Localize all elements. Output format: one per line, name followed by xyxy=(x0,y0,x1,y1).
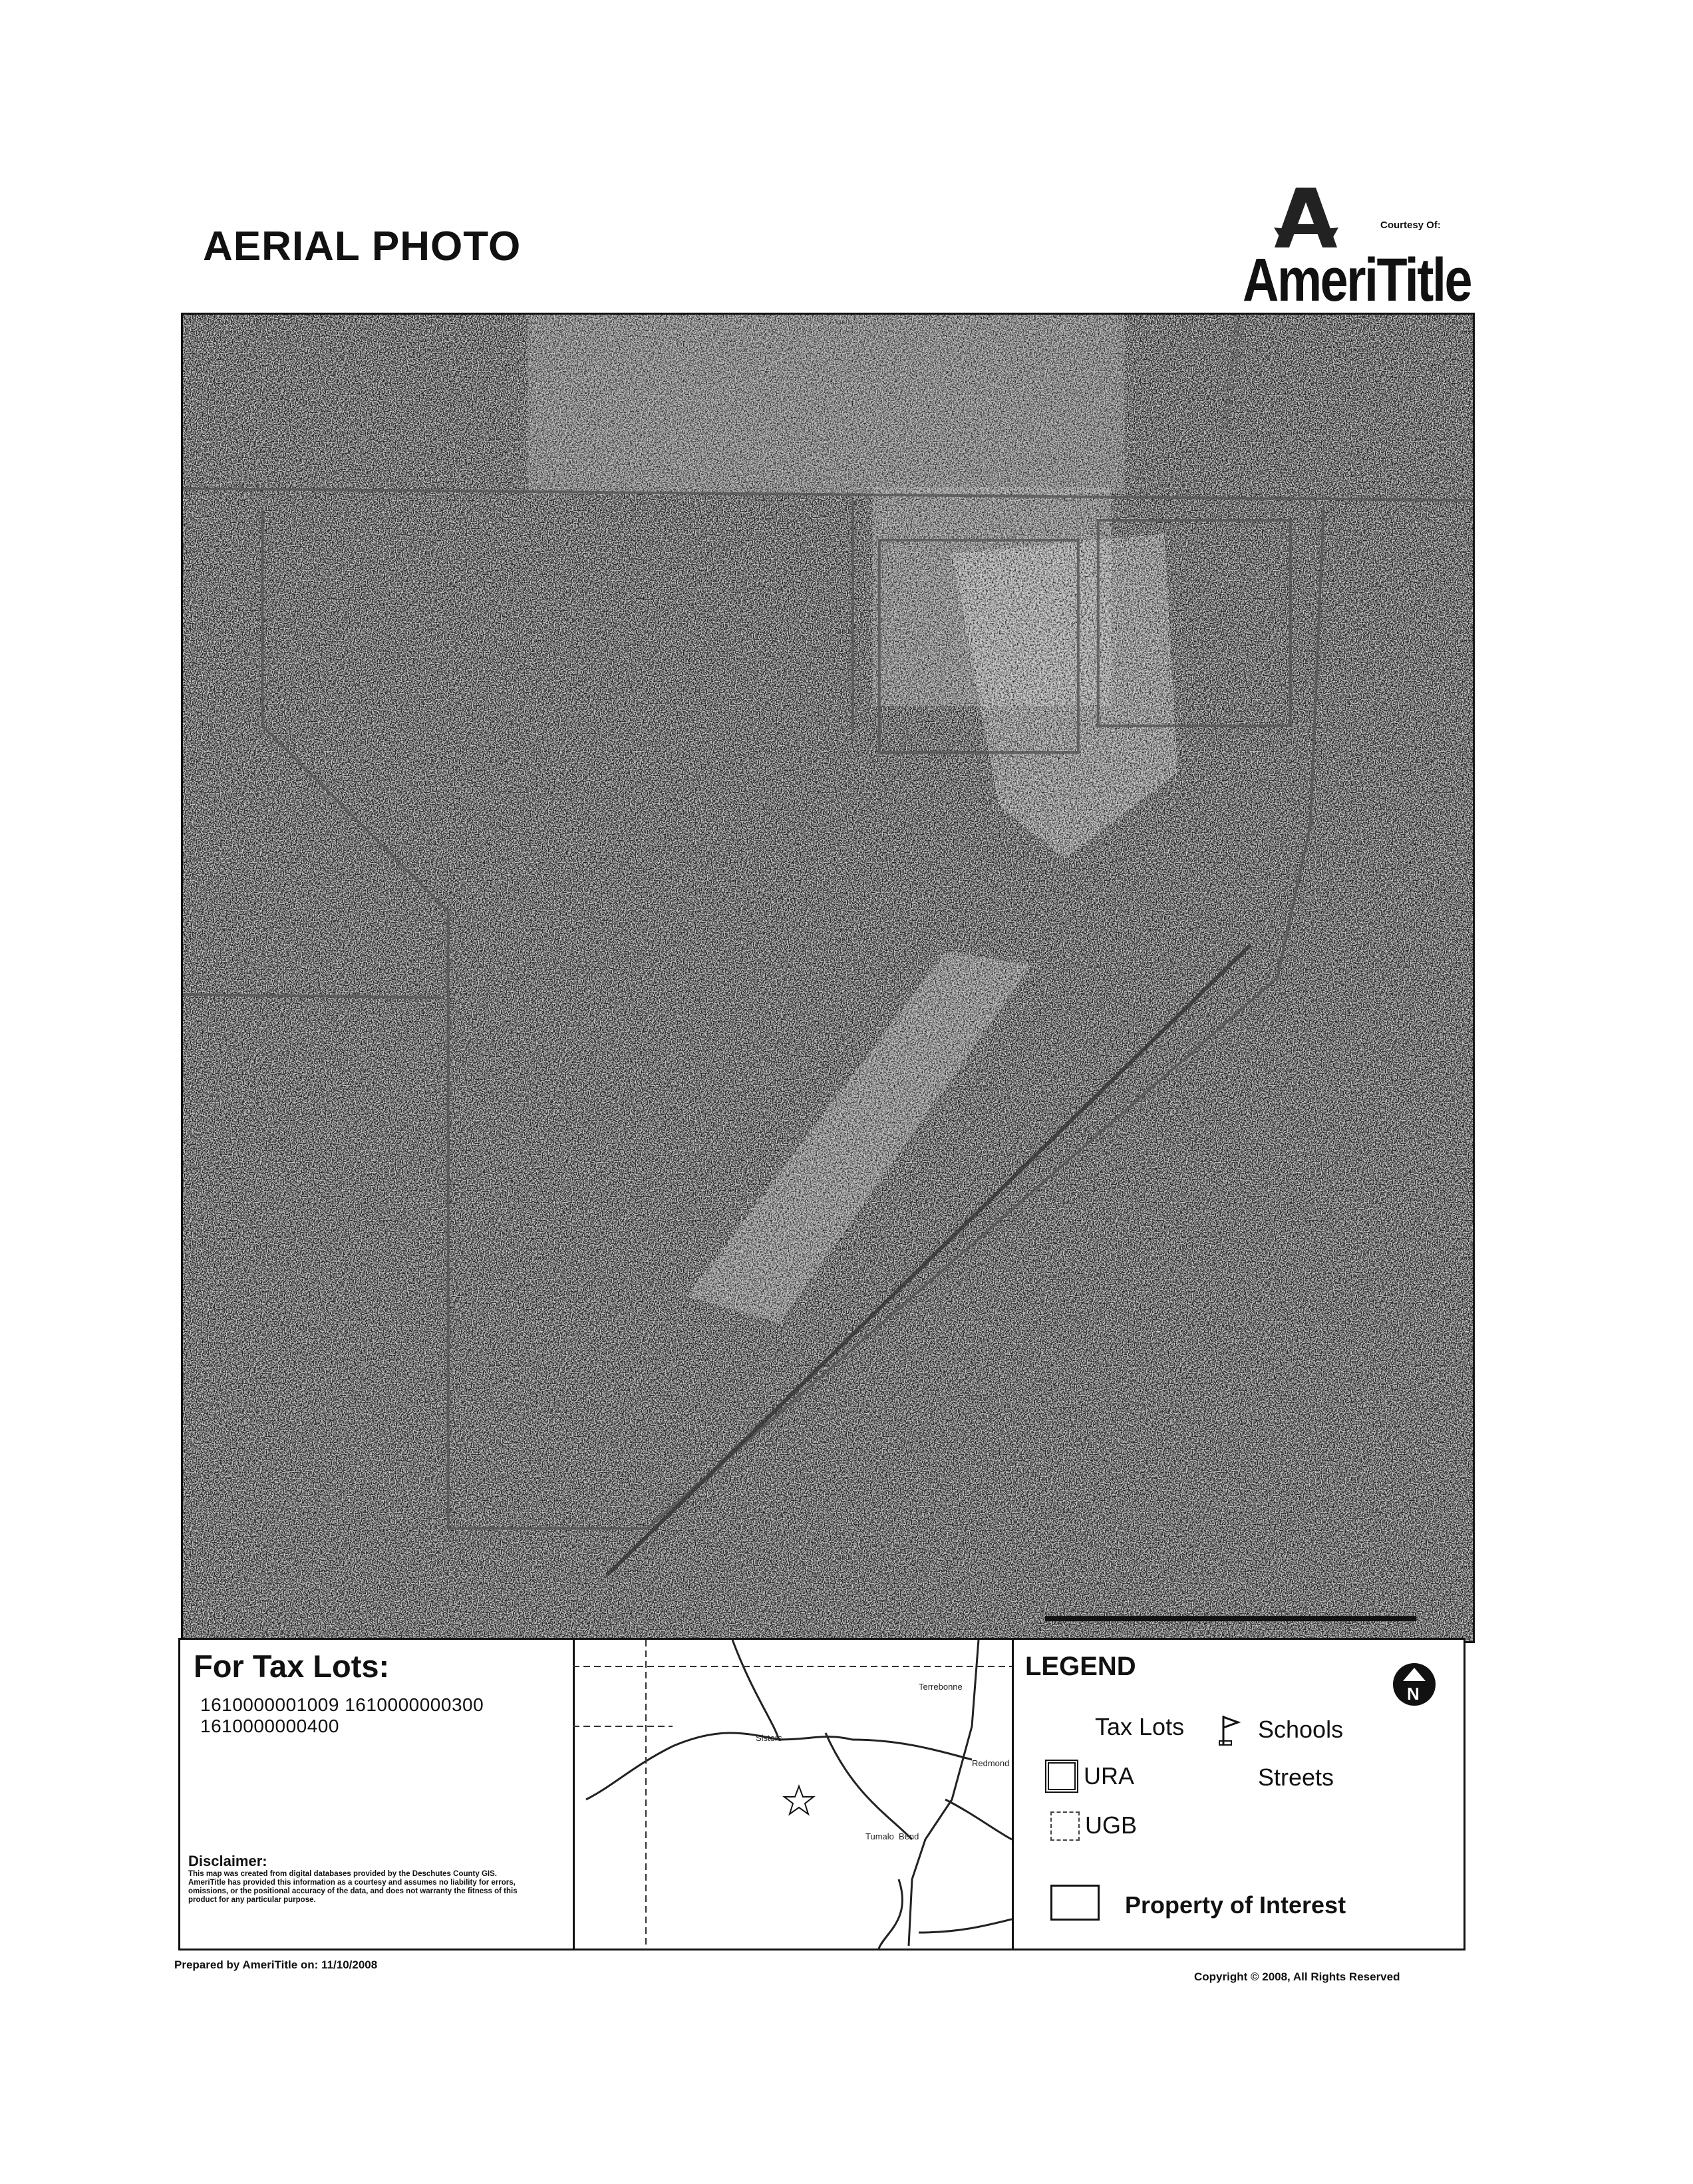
copyright: Copyright © 2008, All Rights Reserved xyxy=(1194,1970,1400,1983)
page-title: AERIAL PHOTO xyxy=(203,224,522,269)
svg-text:Redmond: Redmond xyxy=(972,1758,1010,1768)
prepared-by: Prepared by AmeriTitle on: 11/10/2008 xyxy=(174,1958,378,1971)
tax-lot-numbers: 1610000000400 xyxy=(200,1716,339,1736)
property-swatch xyxy=(1050,1885,1100,1921)
disclaimer-text: This map was created from digital databases provided by the Deschutes County GIS. AmeriTitle has provided this information as a courtesy and assumes no liability for errors, omissions, or the positional accuracy of the data, and does not warranty the fitness of this product for any particular purpose. xyxy=(188,1870,518,1904)
svg-text:Bend: Bend xyxy=(899,1831,919,1841)
legend-streets: Streets xyxy=(1258,1764,1334,1791)
svg-text:Tumalo: Tumalo xyxy=(865,1831,894,1841)
legend-title: LEGEND xyxy=(1025,1652,1136,1681)
school-flag-icon xyxy=(1218,1714,1243,1746)
legend-ugb: UGB xyxy=(1085,1811,1138,1839)
star-icon xyxy=(784,1786,814,1814)
svg-text:Sisters: Sisters xyxy=(756,1733,782,1743)
tax-lot-numbers: 1610000001009 1610000000300 xyxy=(200,1694,484,1715)
brand-name: AmeriTitle xyxy=(1243,246,1471,314)
aerial-photo xyxy=(181,313,1475,1643)
disclaimer-heading: Disclaimer: xyxy=(188,1853,267,1869)
ura-swatch xyxy=(1045,1760,1078,1793)
ugb-swatch xyxy=(1050,1811,1080,1841)
panel-divider xyxy=(1012,1640,1014,1949)
svg-text:Terrebonne: Terrebonne xyxy=(919,1682,963,1692)
courtesy-label: Courtesy Of: xyxy=(1380,220,1441,231)
north-arrow-icon xyxy=(1391,1661,1438,1708)
legend-tax-lots: Tax Lots xyxy=(1095,1713,1185,1740)
legend-schools: Schools xyxy=(1258,1716,1344,1743)
tax-lots-heading: For Tax Lots: xyxy=(194,1648,390,1684)
svg-text:Lower Bridge Way: Lower Bridge Way xyxy=(1214,315,1247,435)
svg-text:N: N xyxy=(1407,1684,1420,1704)
legend-ura: URA xyxy=(1084,1762,1135,1790)
info-panel xyxy=(178,1638,1465,1950)
locator-map xyxy=(573,1640,1012,1949)
legend-property: Property of Interest xyxy=(1125,1891,1346,1919)
